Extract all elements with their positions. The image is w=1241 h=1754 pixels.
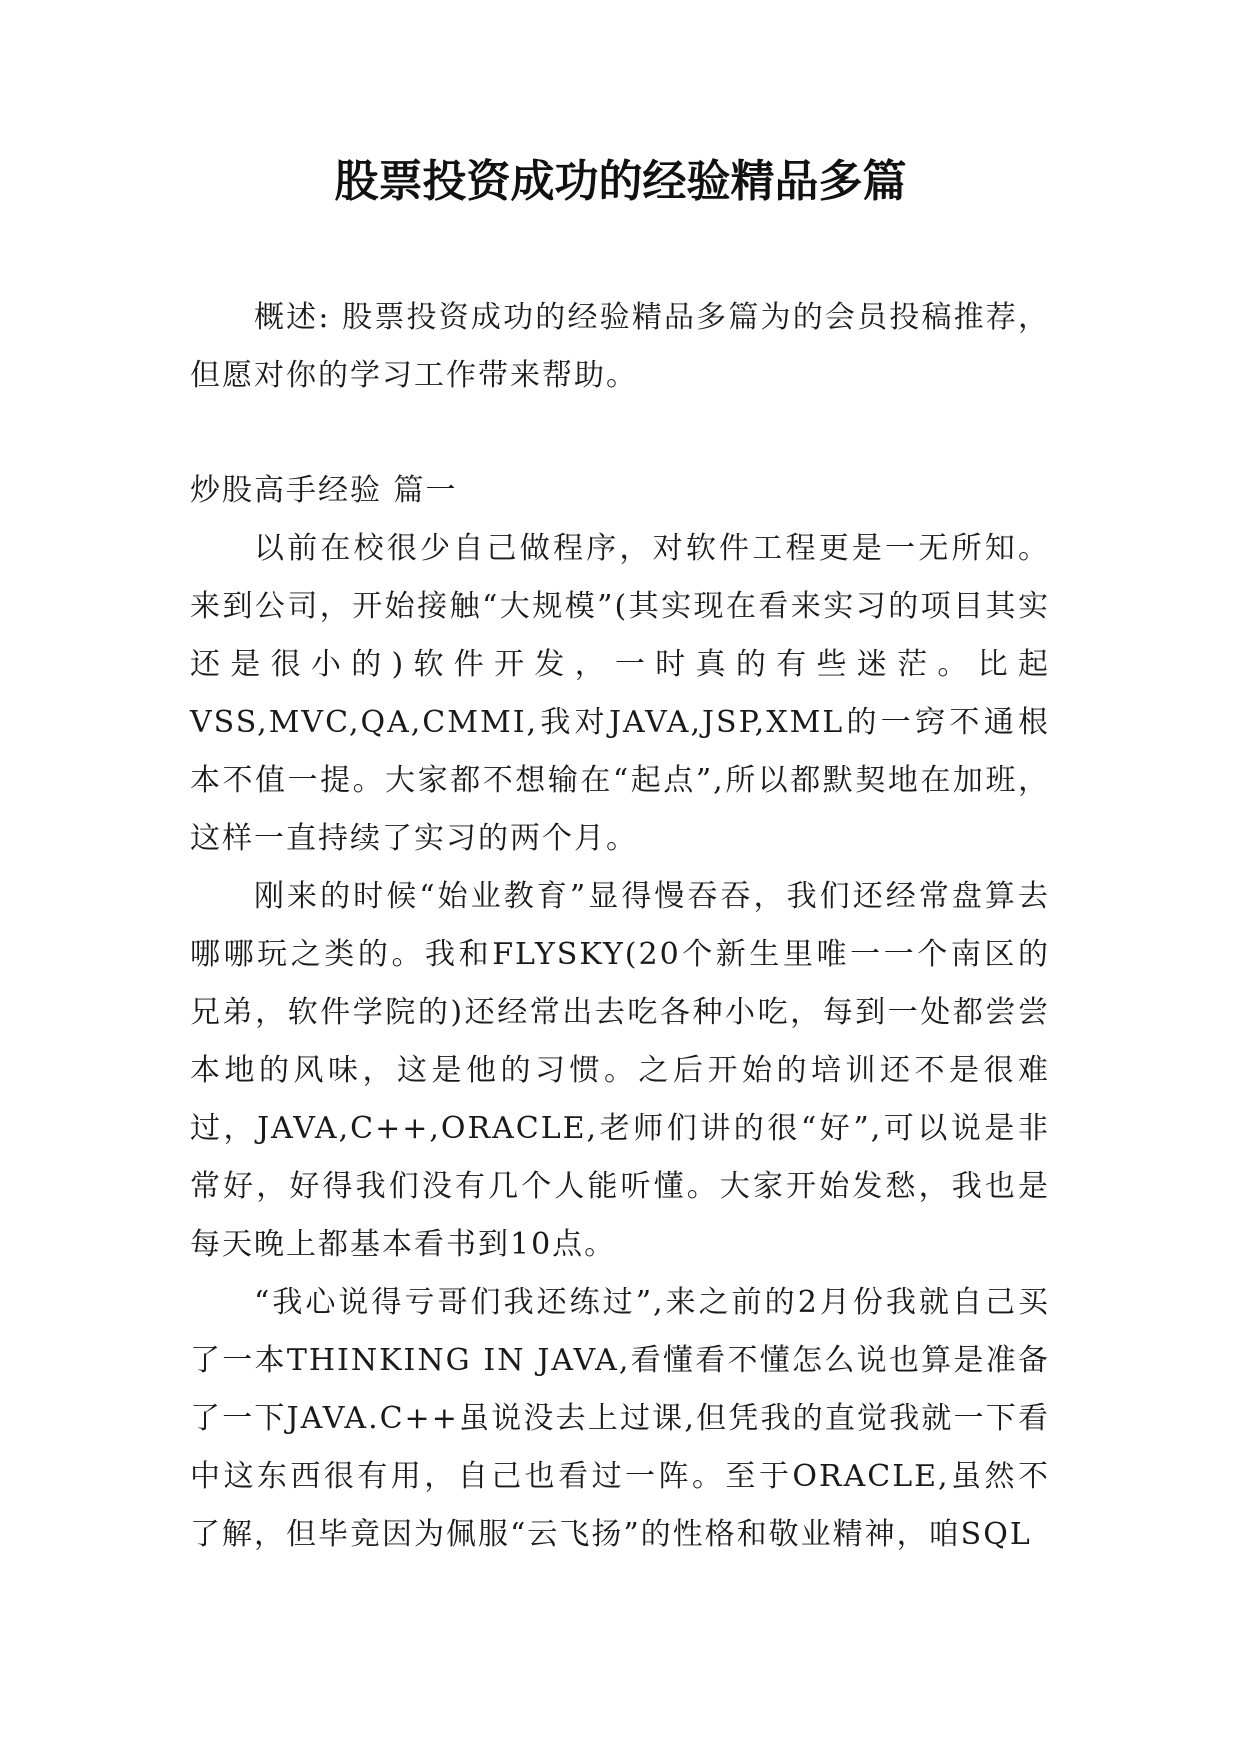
body-paragraph: “我心说得亏哥们我还练过”,来之前的2月份我就自己买了一本THINKING IN JAVA,看懂看不懂怎么说也算是准备了一下JAVA.C++虽说没去上过课,但凭我的直觉我就一下看中这东西很有用，自己也看过一阵。至于ORACLE,虽然不了解，但毕竟因为佩服“云飞扬”的性格和敬业精神，咱SQL — [190, 1285, 1050, 1552]
document-title: 股票投资成功的经验精品多篇 — [334, 156, 907, 207]
section-heading: 炒股高手经验 篇一 — [190, 473, 458, 508]
summary-paragraph: 概述: 股票投资成功的经验精品多篇为的会员投稿推荐，但愿对你的学习工作带来帮助。 — [190, 300, 1050, 393]
body-paragraph: 以前在校很少自己做程序，对软件工程更是一无所知。来到公司，开始接触“大规模”(其实现在看来实习的项目其实还是很小的)软件开发，一时真的有些迷茫。比起VSS,MVC,QA,CMMI,我对JAVA,JSP,XML的一窍不通根本不值一提。大家都不想输在“起点”,所以都默契地在加班，这样一直持续了实习的两个月。 — [190, 531, 1050, 856]
article-body — [190, 520, 1050, 1564]
body-paragraph: 刚来的时候“始业教育”显得慢吞吞，我们还经常盘算去哪哪玩之类的。我和FLYSKY(20个新生里唯一一个南区的兄弟，软件学院的)还经常出去吃各种小吃，每到一处都尝尝本地的风味，这是他的习惯。之后开始的培训还不是很难过，JAVA,C++,ORACLE,老师们讲的很“好”,可以说是非常好，好得我们没有几个人能听懂。大家开始发愁，我也是每天晚上都基本看书到10点。 — [190, 879, 1050, 1262]
